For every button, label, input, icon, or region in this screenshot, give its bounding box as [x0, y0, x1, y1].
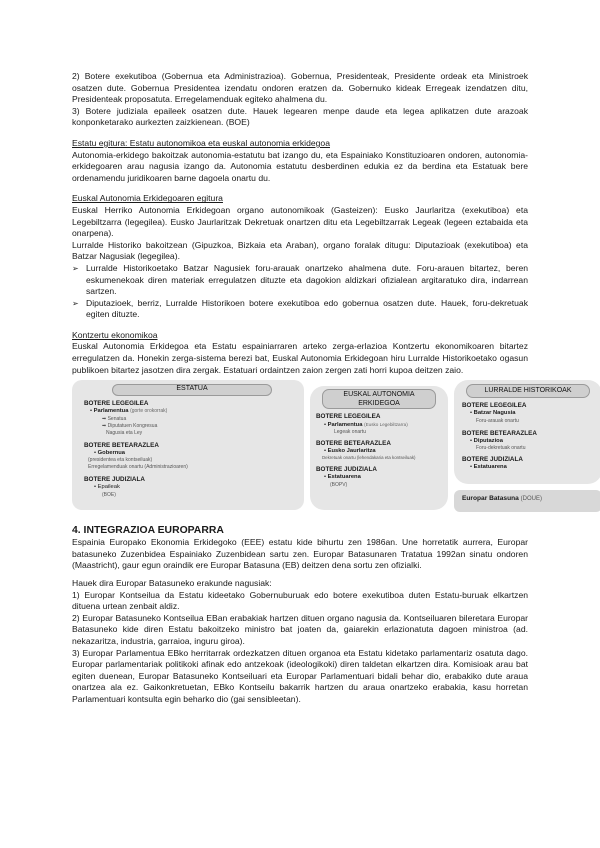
integration-intro: Espainia Europako Ekonomia Erkidegoko (EEE) estatu kide bihurtu zen 1986an. Une horretatik aurrera, Europar batasuneko Zuzenbidea Espainiako Zuzenbidean sartu zen. Europar Batasunaren Tratatua 1992an sinatu ondoren (Maastricht), gaur egun oraindik ere Europar Batasuna (EB) deitzen dena sortu zen ofizialki. [72, 537, 528, 571]
state-structure-heading: Estatu egitura: Estatu autonomikoa eta euskal autonomia erkidegoa [72, 137, 330, 148]
lurralde-judicial-item: • Estatuarena [470, 464, 507, 471]
estatua-title: ESTATUA [112, 384, 272, 396]
arrow-bullet-icon: ➢ [72, 263, 79, 273]
list-item [72, 298, 528, 321]
document-page [72, 71, 572, 706]
lurralde-judicial-label: BOTERE JUDIZIALA [462, 456, 523, 464]
euskal-executive-sub: Dekretuak onartu (lehendakaria eta kontseiluak) [322, 455, 416, 461]
estatua-legislative-sub-3: Nagusia eta Ley [106, 430, 143, 437]
eu-council-paragraph: 2) Europar Batasuneko Kontseilua EBan erabakiak hartzen dituen organo nagusia da. Kontseiluaren bileretara Europar Batasuneko kide diren Estatu bakoitzeko ministro bat joaten da, gaiarekin erlazionatuta dagoen ministroa (ad. nekazaritza, industria, garraioa, inguru giroa). [72, 612, 528, 646]
lurralde-legislative-item: • Batzar Nagusia [470, 410, 516, 417]
euskal-legislative-label: BOTERE LEGEGILEA [316, 413, 381, 421]
estatua-executive-sub-1: (presidentea eta kontseiluak) [88, 457, 153, 464]
economic-agreement-text: Euskal Autonomia Erkidegoa eta Estatu espainiarraren arteko zerga-erlazioa Kontzertu ekonomikoaren bitartez erregulatzen da. Honekin zerga-sistema berezi bat, Euskal Autonomia Erkidegoan hiru Lurralde Historikoetako ogasun publikoen bitartez jasotzen dira zergak. Estatuari ordaintzen zaion zergen zati horri kupoa deitzen zaio. [72, 341, 528, 375]
basque-structure-paragraph-2: Lurralde Historiko bakoitzean (Gipuzkoa, Bizkaia eta Araban), organo foralak ditugu: Diputazioak (exekutiboa) eta Batzar Nagusiak (legegilea). [72, 239, 528, 262]
basque-structure-paragraph-1: Euskal Herriko Autonomia Erkidegoan organo autonomikoak (Gasteizen): Eusko Jaurlaritza (exekutiboa) eta Legebiltzarra (legegilea). Eusko Jaurlaritzak Dekretuak onartzen ditu eta Legebiltzarrak Legeak (legeen eztabaida eta onarpena). [72, 204, 528, 239]
list-item-text: Lurralde Historikoetako Batzar Nagusiek foru-arauak onartzeko ahalmena dute. Foru-arauen bitartez, beren eskumenekoak diren materiak erregulatzen dituzte eta dagokion aldizkari ofizialean argitaratuko dira, indarrean sartzen. [86, 262, 528, 297]
estatua-judicial-label: BOTERE JUDIZIALA [84, 476, 145, 484]
estatua-executive-item: • Gobernua [94, 450, 126, 457]
eu-label: Europar Batasuna [462, 495, 519, 503]
euskal-executive-item: • Eusko Jaurlaritza [324, 448, 376, 455]
estatua-legislative-item: • Parlamentua (gorte orokorrak) [90, 408, 168, 415]
estatua-legislative-sub-2: ➡ Diputatuen Kongresua [102, 423, 158, 430]
arrow-bullet-icon: ➢ [72, 298, 79, 308]
european-council-paragraph: 1) Europar Kontseilua da Estatu kideetako Gobernuburuak edo botere exekutiboa duten Estatu-buruak elkartzen dituena urtean zenbait aldiz. [72, 589, 528, 612]
euskal-legislative-item: • Parlamentua (Eusko Legebiltzarra) [324, 422, 408, 429]
lurralde-executive-item: • Diputazioa [470, 438, 503, 445]
eu-box [454, 490, 600, 512]
lurralde-executive-sub: Foru-dekretuak onartu [476, 445, 526, 452]
estatua-legislative-sub-1: ➡ Senatua [102, 416, 127, 423]
judicial-power-paragraph: 3) Botere judiziala epaileek osatzen dute. Hauek legearen menpe daude eta legea aplikatzen dute arazoak konponketarako aurkezten zaizkienean. (BOE) [72, 105, 528, 128]
economic-agreement-heading: Kontzertu ekonomikoa [72, 329, 158, 340]
basque-structure-heading: Euskal Autonomia Erkidegoaren egitura [72, 193, 223, 204]
european-parliament-paragraph: 3) Europar Parlamentua EBko herritarrak ordezkatzen dituen organoa eta Estatu kidetako parlamentariz osatuta dago. Europar parlamentariak politikoki afinak edo antzekoak (ideologikoki) diren taldetan elkartzen dira. Komisioak arau bat egiten duenean, Europar Batasuneko Kontseiluari eta Europar Parlamentuari bidali behar dio, erabakiko dute araua onartzea ala ez. Gaikonkretuetan, EBko Kontseilu bakarrik hartzen du araua onartzeko erabakia, kasu horretan Parlamentuari kontsulta egin beharko dio (gai sensibleetan). [72, 647, 528, 704]
lurralde-executive-label: BOTERE BETEARAZLEA [462, 430, 537, 438]
eu-institutions-lead: Hauek dira Europar Batasuneko erakunde nagusiak: [72, 578, 272, 589]
list-item-text: Diputazioek, berriz, Lurralde Historikoen botere exekutiboa edo gobernua osatzen dute. Hauek, foru-dekretuak egiten dituzte. [86, 297, 528, 320]
lurralde-legislative-label: BOTERE LEGEGILEA [462, 402, 527, 410]
euskal-judicial-sub: (BOPV) [330, 482, 348, 489]
lurralde-title: LURRALDE HISTORIKOAK [466, 384, 590, 398]
euskal-title: EUSKAL AUTONOMIA ERKIDEGOA [322, 389, 436, 409]
state-structure-text: Autonomia-erkidego bakoitzak autonomia-estatutu bat izango du, eta Espainiako Konstituzioaren ondoren, autonomia-erkidegoaren arau nagusia izango da. Autonomia estatutu desberdinen edukia ez da berdina eta Estatuak bere ordenamendu juridikoaren barne dagoela onartu du. [72, 149, 528, 183]
estatua-judicial-item: • Epaileak [94, 484, 120, 491]
integration-title: 4. INTEGRAZIOA EUROPARRA [72, 525, 224, 537]
euskal-executive-label: BOTERE BETEARAZLEA [316, 440, 391, 448]
executive-power-paragraph: 2) Botere exekutiboa (Gobernua eta Administrazioa). Gobernua, Presidenteak, Presidente ordeak eta Ministroek osatzen dute. Gobernua Presidentea izendatu ondoren eratzen da. Gobernuko kideak Erregeak izendatzen ditu, Presidenteak proposatuta. Erregelamenduak egiteko ahalmena du. [72, 71, 528, 105]
lurralde-legislative-sub: Foru-arauak onartu [476, 418, 519, 425]
eu-note: (DOUE) [520, 496, 542, 503]
euskal-judicial-item: • Estatuarena [324, 474, 361, 481]
powers-diagram [72, 380, 572, 518]
estatua-executive-sub-2: Erregelamenduak onartu (Administrazioaren) [88, 464, 188, 471]
estatua-judicial-sub: (BOE) [102, 492, 116, 499]
estatua-legislative-label: BOTERE LEGEGILEA [84, 400, 149, 408]
euskal-judicial-label: BOTERE JUDIZIALA [316, 466, 377, 474]
euskal-legislative-sub: Legeak onartu [334, 429, 366, 436]
estatua-executive-label: BOTERE BETEARAZLEA [84, 442, 159, 450]
list-item [72, 263, 528, 298]
